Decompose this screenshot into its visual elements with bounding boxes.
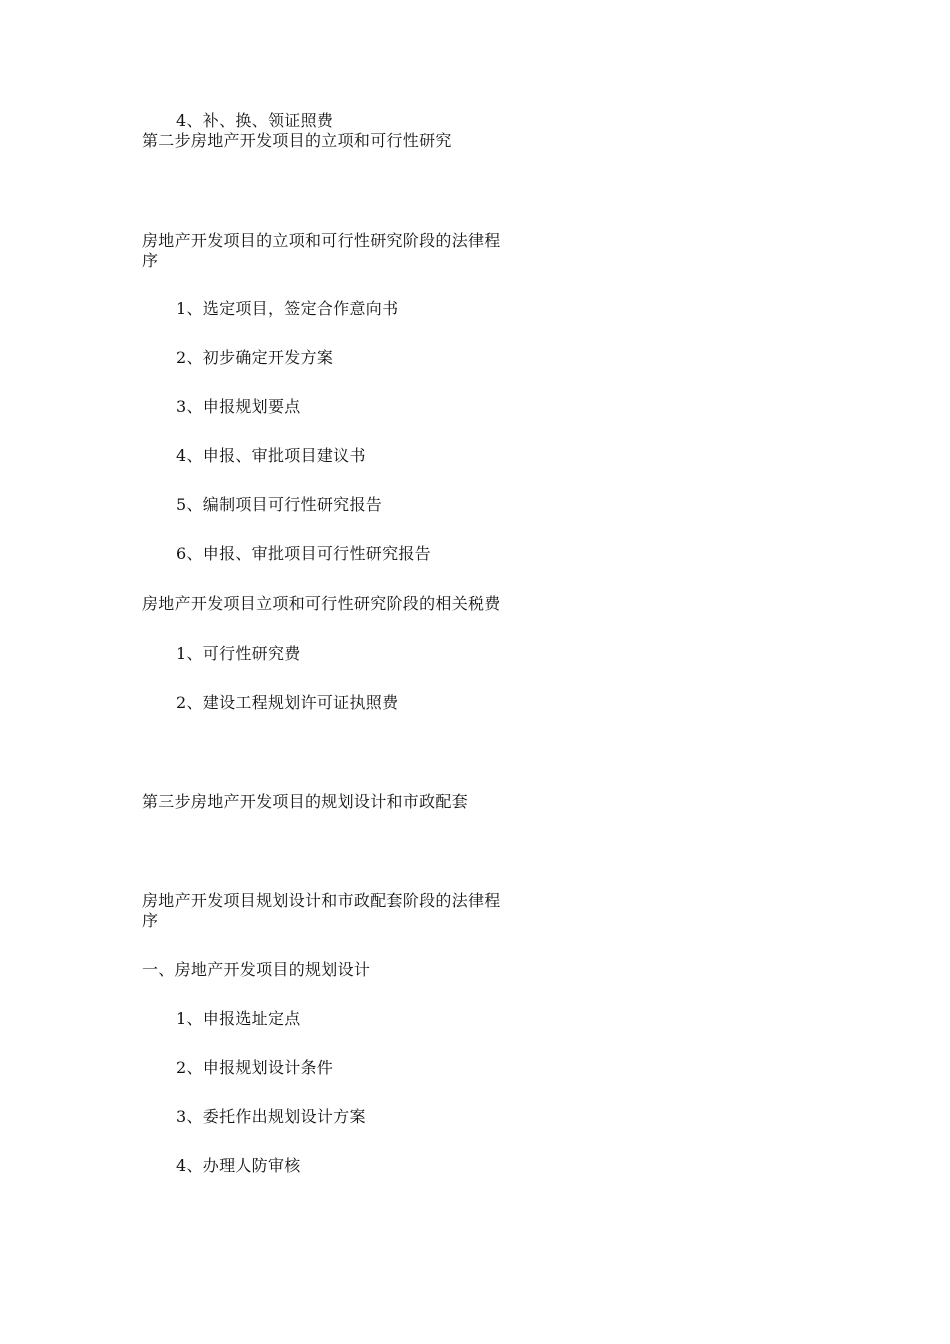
list-item: 2、建设工程规划许可证执照费 bbox=[176, 693, 399, 712]
subheading-planning-procedure-line1: 房地产开发项目规划设计和市政配套阶段的法律程 bbox=[142, 891, 501, 910]
subsection-heading-planning-design: 一、房地产开发项目的规划设计 bbox=[142, 960, 371, 979]
list-item: 4、申报、审批项目建议书 bbox=[176, 446, 366, 465]
list-item-fee-replacement: 4、补、换、领证照费 bbox=[176, 111, 334, 130]
list-item: 6、申报、审批项目可行性研究报告 bbox=[176, 544, 431, 563]
list-item: 3、委托作出规划设计方案 bbox=[176, 1107, 366, 1126]
subheading-related-fees: 房地产开发项目立项和可行性研究阶段的相关税费 bbox=[142, 594, 501, 613]
list-item: 2、申报规划设计条件 bbox=[176, 1058, 334, 1077]
list-item: 1、可行性研究费 bbox=[176, 644, 301, 663]
list-item: 1、申报选址定点 bbox=[176, 1009, 301, 1028]
subheading-legal-procedure-line1: 房地产开发项目的立项和可行性研究阶段的法律程 bbox=[142, 231, 501, 250]
list-item: 2、初步确定开发方案 bbox=[176, 348, 334, 367]
list-item: 5、编制项目可行性研究报告 bbox=[176, 495, 383, 514]
section-heading-step-two: 第二步房地产开发项目的立项和可行性研究 bbox=[142, 131, 452, 150]
list-item: 4、办理人防审核 bbox=[176, 1156, 301, 1175]
list-item: 1、选定项目，签定合作意向书 bbox=[176, 299, 399, 318]
section-heading-step-three: 第三步房地产开发项目的规划设计和市政配套 bbox=[142, 792, 469, 811]
subheading-legal-procedure-line2: 序 bbox=[142, 251, 159, 270]
list-item: 3、申报规划要点 bbox=[176, 397, 301, 416]
subheading-planning-procedure-line2: 序 bbox=[142, 911, 159, 930]
